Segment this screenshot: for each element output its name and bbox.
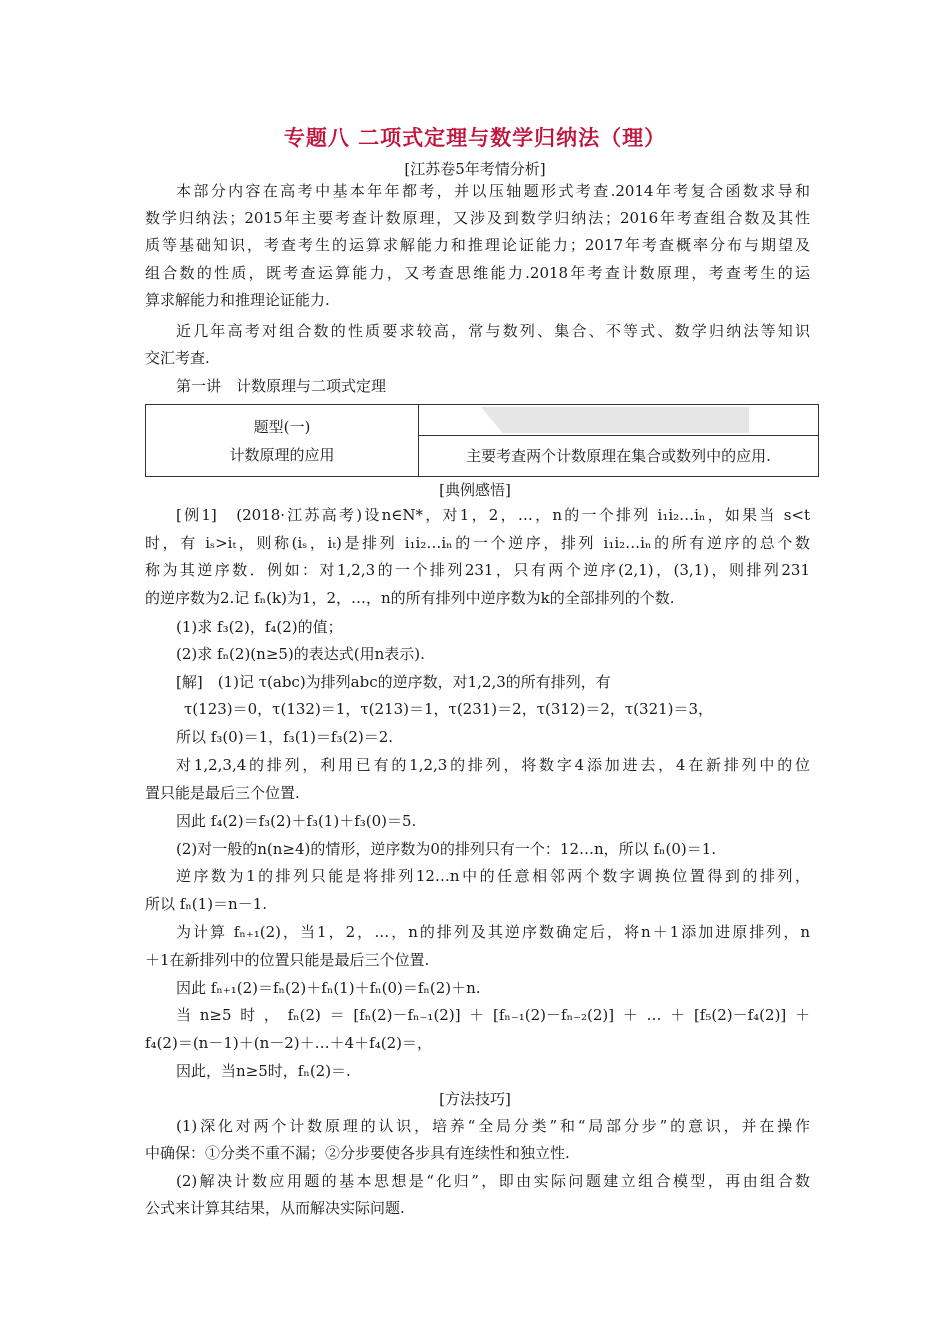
gray-bar-shape [481, 407, 749, 433]
method-line-4: 公式来计算其结果，从而解决实际问题. [145, 1199, 405, 1217]
body-line-19: 当n≥5时，fₙ(2)＝[fₙ(2)－fₙ₋₁(2)]＋[fₙ₋₁(2)－fₙ₋₂(2)]＋…＋[f₅(2)－f₄(2)]＋ [176, 1006, 810, 1024]
method-line-2: 中确保：①分类不重不漏；②分步要使各步具有连续性和独立性. [145, 1144, 570, 1162]
para2-line-1: 近几年高考对组合数的性质要求较高，常与数列、集合、不等式、数学归纳法等知识 [176, 322, 810, 340]
body-line-2: 时，有 iₛ>iₜ，则称(iₛ，iₜ)是排列 i₁i₂…iₙ的一个逆序，排列 i₁i₂…iₙ的所有逆序的总个数 [145, 534, 810, 552]
method-line-1: (1)深化对两个计数原理的认识，培养“全局分类”和“局部分步”的意识，并在操作 [176, 1117, 810, 1135]
body-line-21: 因此，当n≥5时，fₙ(2)＝. [176, 1062, 351, 1080]
topic-type: 题型(一) [253, 417, 311, 436]
body-line-18: 因此 fₙ₊₁(2)＝fₙ(2)＋fₙ(1)＋fₙ(0)＝fₙ(2)＋n. [176, 979, 481, 997]
body-line-14: 逆序数为1的排列只能是将排列12…n中的任意相邻两个数字调换位置得到的排列， [176, 867, 810, 885]
body-line-12: 因此 f₄(2)＝f₃(2)＋f₃(1)＋f₃(0)＝5. [176, 812, 417, 830]
topic-table [145, 404, 819, 477]
intro-line-1: 本部分内容在高考中基本年年都考，并以压轴题形式考查.2014年考复合函数求导和 [176, 182, 810, 200]
intro-line-2: 数学归纳法；2015年主要考查计数原理，又涉及到数学归纳法；2016年考查组合数及其性 [145, 209, 810, 227]
intro-line-5: 算求解能力和推理论证能力. [145, 291, 330, 309]
gray-bar-cell [419, 405, 819, 436]
body-line-9: 所以 f₃(0)＝1，f₃(1)＝f₃(2)＝2. [176, 728, 394, 746]
body-line-10: 对1,2,3,4的排列，利用已有的1,2,3的排列，将数字4添加进去，4在新排列中的位 [176, 756, 810, 774]
analysis-heading: [江苏卷5年考情分析] [404, 160, 546, 178]
body-line-20: f₄(2)＝(n－1)＋(n－2)＋…＋4＋f₄(2)＝， [145, 1034, 432, 1052]
body-line-4: 的逆序数为2.记 fₙ(k)为1，2，…，n的所有排列中逆序数为k的全部排列的个数. [145, 589, 675, 607]
body-line-16: 为计算 fₙ₊₁(2)，当1，2，…，n的排列及其逆序数确定后，将n＋1添加进原排列，n [176, 923, 810, 941]
intro-line-4: 组合数的性质，既考查运算能力，又考查思维能力.2018年考查计数原理，考查考生的运 [145, 264, 810, 282]
body-line-6: (2)求 fₙ(2)(n≥5)的表达式(用n表示). [176, 645, 425, 663]
body-line-17: ＋1在新排列中的位置只能是最后三个位置. [145, 951, 430, 969]
method-heading: [方法技巧] [439, 1090, 511, 1108]
topic-name: 计数原理的应用 [229, 445, 335, 464]
method-line-3: (2)解决计数应用题的基本思想是“化归”，即由实际问题建立组合模型，再由组合数 [176, 1172, 810, 1190]
body-line-1: [例1] (2018·江苏高考)设n∈N*，对1，2，…，n的一个排列 i₁i₂…iₙ，如果当 s<t [176, 506, 810, 524]
example-heading: [典例感悟] [439, 481, 511, 499]
topic-label-cell [146, 405, 419, 477]
page-title: 专题八 二项式定理与数学归纳法（理） [283, 126, 667, 150]
body-line-15: 所以 fₙ(1)＝n－1. [145, 895, 268, 913]
body-line-7: [解] (1)记 τ(abc)为排列abc的逆序数，对1,2,3的所有排列，有 [176, 673, 611, 691]
body-line-5: (1)求 f₃(2)，f₄(2)的值； [176, 618, 343, 636]
section-title: 第一讲 计数原理与二项式定理 [176, 377, 387, 395]
para2-line-2: 交汇考查. [145, 349, 210, 367]
body-line-13: (2)对一般的n(n≥4)的情形，逆序数为0的排列只有一个：12…n，所以 fₙ(0)＝1. [176, 840, 717, 858]
topic-description: 主要考查两个计数原理在集合或数列中的应用. [419, 436, 819, 477]
intro-line-3: 质等基础知识，考查考生的运算求解能力和推理论证能力；2017年考查概率分布与期望及 [145, 236, 810, 254]
body-line-8: τ(123)＝0，τ(132)＝1，τ(213)＝1，τ(231)＝2，τ(312)＝2，τ(321)＝3， [184, 700, 714, 718]
body-line-3: 称为其逆序数．例如：对1,2,3的一个排列231，只有两个逆序(2,1)，(3,1)，则排列231 [145, 561, 810, 579]
body-line-11: 置只能是最后三个位置. [145, 784, 300, 802]
